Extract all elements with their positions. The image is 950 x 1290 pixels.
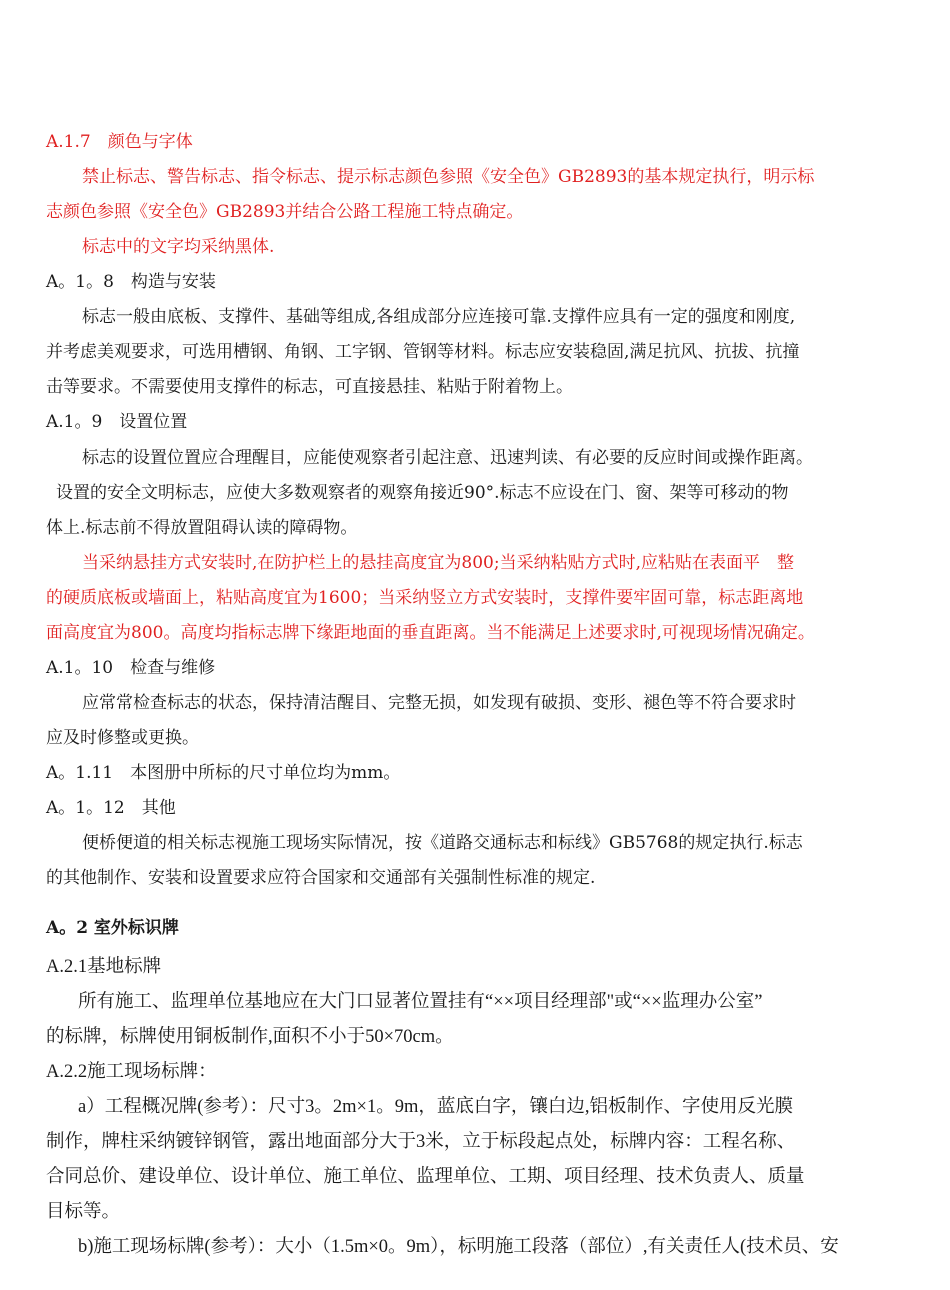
paragraph-line: 击等要求。不需要使用支撑件的标志，可直接悬挂、粘贴于附着物上。 [46, 377, 573, 397]
paragraph-line: a）工程概况牌(参考）：尺寸3。2m×1。9m，蓝底白字，镶白边,铝板制作、字使用反光膜 [78, 1097, 793, 1117]
paragraph-line: 并考虑美观要求，可选用槽钢、角钢、工字钢、管钢等材料。标志应安装稳固,满足抗风、抗拔、抗撞 [46, 342, 800, 362]
paragraph-line: 体上.标志前不得放置阻碍认读的障碍物。 [46, 518, 358, 538]
paragraph-line: 标志的设置位置应合理醒目，应能使观察者引起注意、迅速判读、有必要的反应时间或操作距离。 [82, 448, 813, 468]
section-heading-a-2: A。2 室外标识牌 [46, 918, 179, 938]
paragraph-line: 的标牌，标牌使用铜板制作,面积不小于50×70cm。 [46, 1027, 454, 1047]
paragraph-line: 的硬质底板或墙面上，粘贴高度宜为1600；当采纳竖立方式安装时，支撑件要牢固可靠，标志距离地 [46, 588, 804, 608]
paragraph-line: 目标等。 [46, 1202, 121, 1222]
paragraph-line [82, 165, 902, 189]
section-heading-a-1-7: A.1.7 颜色与字体 [46, 132, 193, 152]
paragraph-line: 的其他制作、安装和设置要求应符合国家和交通部有关强制性标准的规定. [46, 868, 596, 888]
paragraph-line: 面高度宜为800。高度均指标志牌下缘距地面的垂直距离。当不能满足上述要求时,可视现场情况确定。 [46, 623, 815, 643]
paragraph-line: 标志中的文字均采纳黑体. [82, 237, 275, 257]
section-heading-a-1-9: A.1。9 设置位置 [46, 412, 188, 432]
section-heading-a-1-12: A。1。12 其他 [46, 798, 176, 818]
paragraph-line: b)施工现场标牌(参考）：大小（1.5m×0。9m），标明施工段落（部位）,有关责任人(技术员、安 [78, 1237, 839, 1257]
subsection-heading-a-2-2: A.2.2施工现场标牌： [46, 1062, 217, 1082]
paragraph-line: 便桥便道的相关标志视施工现场实际情况，按《道路交通标志和标线》GB5768的规定执行.标志 [82, 833, 803, 853]
paragraph-line: 所有施工、监理单位基地应在大门口显著位置挂有“××项目经理部"或“××监理办公室” [78, 992, 763, 1012]
paragraph-line: 当采纳悬挂方式安装时,在防护栏上的悬挂高度宜为800;当采纳粘贴方式时,应粘贴在表面平 整 [82, 553, 794, 573]
paragraph-text: 禁止标志、警告标志、指令标志、提示标志颜色参照《安全色》GB2893的基本规定执行，明示标 [82, 167, 815, 187]
section-heading-a-1-10: A.1。10 检查与维修 [46, 658, 216, 678]
subsection-heading-a-2-1: A.2.1基地标牌 [46, 957, 162, 977]
paragraph-line: 应常常检查标志的状态，保持清洁醒目、完整无损，如发现有破损、变形、褪色等不符合要求时 [82, 693, 796, 713]
section-heading-a-1-8: A。1。8 构造与安装 [46, 272, 216, 292]
paragraph-line: 合同总价、建设单位、设计单位、施工单位、监理单位、工期、项目经理、技术负责人、质量 [46, 1167, 805, 1187]
paragraph-line: 志颜色参照《安全色》GB2893并结合公路工程施工特点确定。 [46, 202, 524, 222]
paragraph-line: 设置的安全文明标志，应使大多数观察者的观察角接近90°.标志不应设在门、窗、架等可移动的物 [56, 483, 789, 503]
paragraph-line: 应及时修整或更换。 [46, 728, 199, 748]
section-heading-a-1-11: A。1.11 本图册中所标的尺寸单位均为mm。 [46, 763, 401, 783]
paragraph-line: 制作，牌柱采纳镀锌钢管，露出地面部分大于3米，立于标段起点处，标牌内容：工程名称、 [46, 1132, 796, 1152]
paragraph-line: 标志一般由底板、支撑件、基础等组成,各组成部分应连接可靠.支撑件应具有一定的强度和刚度, [82, 307, 796, 327]
